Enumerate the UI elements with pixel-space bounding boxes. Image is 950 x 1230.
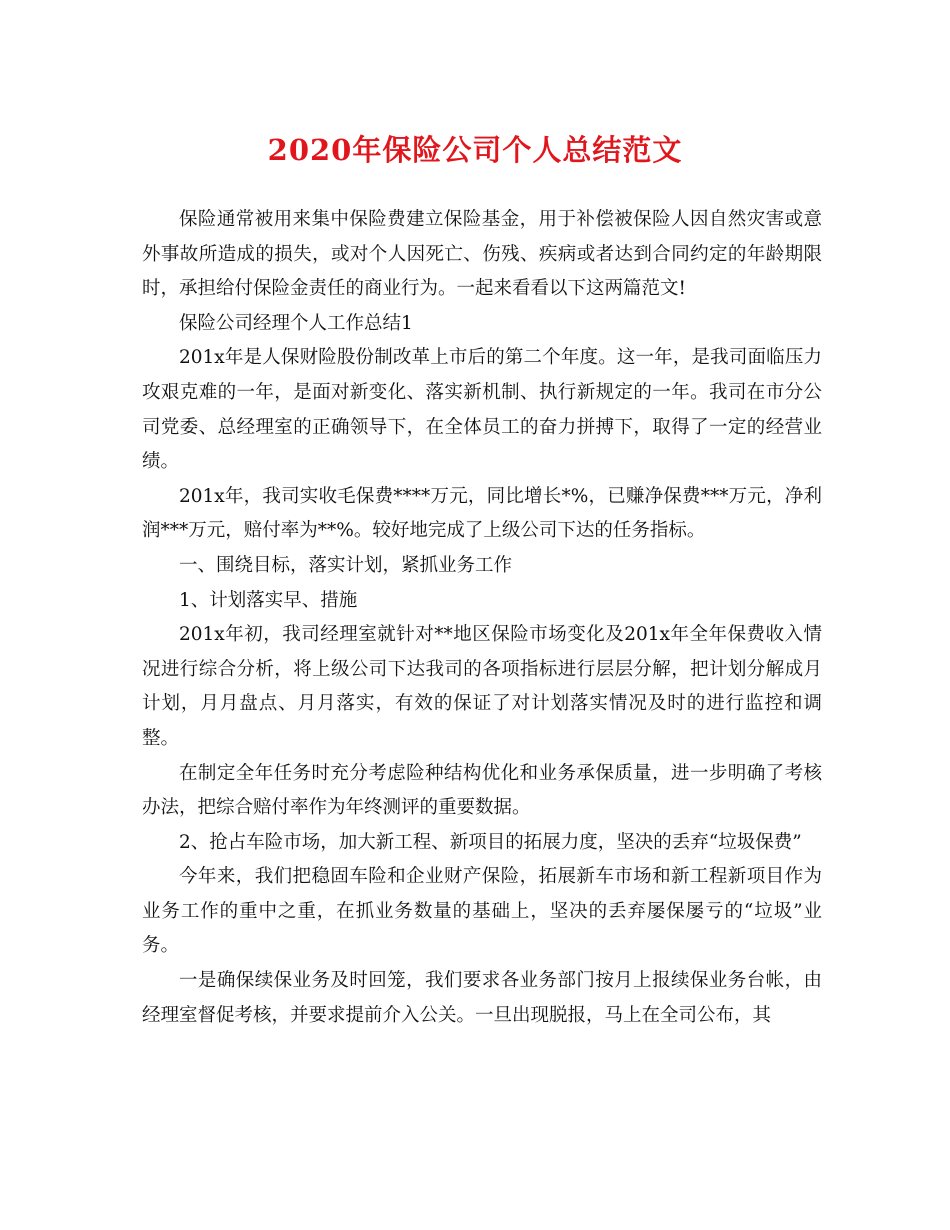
document-title: 2020年保险公司个人总结范文	[267, 133, 683, 167]
subsection-heading: 2、抢占车险市场，加大新工程、新项目的拓展力度，坚决的丢弃“垃圾保费”	[179, 831, 802, 853]
document-body	[142, 203, 822, 1033]
paragraph: 201x年是人保财险股份制改革上市后的第二个年度。这一年，是我司面临压力攻艰克难的一年，是面对新变化、落实新机制、执行新规定的一年。我司在市分公司党委、总经理室的正确领导下，在全体员工的奋力拼搏下，取得了一定的经营业绩。	[142, 347, 822, 473]
section-heading-summary-1: 保险公司经理个人工作总结1	[179, 312, 413, 334]
paragraph: 一是确保续保业务及时回笼，我们要求各业务部门按月上报续保业务台帐，由经理室督促考核，并要求提前介入公关。一旦出现脱报，马上在全司公布，其	[142, 970, 822, 1026]
paragraph: 今年来，我们把稳固车险和企业财产保险，拓展新车市场和新工程新项目作为业务工作的重中之重，在抓业务数量的基础上，坚决的丢弃屡保屡亏的“垃圾”业务。	[142, 866, 822, 957]
paragraph: 201x年，我司实收毛保费****万元，同比增长*%，已赚净保费***万元，净利润***万元，赔付率为**%。较好地完成了上级公司下达的任务指标。	[142, 485, 822, 542]
subsection-heading: 1、计划落实早、措施	[179, 589, 358, 611]
paragraph: 201x年初，我司经理室就针对**地区保险市场变化及201x年全年保费收入情况进行综合分析，将上级公司下达我司的各项指标进行层层分解，把计划分解成月计划，月月盘点、月月落实，有效的保证了对计划落实情况及时的进行监控和调整。	[142, 624, 822, 749]
section-heading: 一、围绕目标，落实计划，紧抓业务工作	[179, 554, 513, 576]
paragraph: 在制定全年任务时充分考虑险种结构优化和业务承保质量，进一步明确了考核办法，把综合赔付率作为年终测评的重要数据。	[142, 762, 822, 819]
paragraph-intro: 保险通常被用来集中保险费建立保险基金，用于补偿被保险人因自然灾害或意外事故所造成的损失，或对个人因死亡、伤残、疾病或者达到合同约定的年龄期限时，承担给付保险金责任的商业行为。一起来看看以下这两篇范文!	[142, 209, 822, 300]
